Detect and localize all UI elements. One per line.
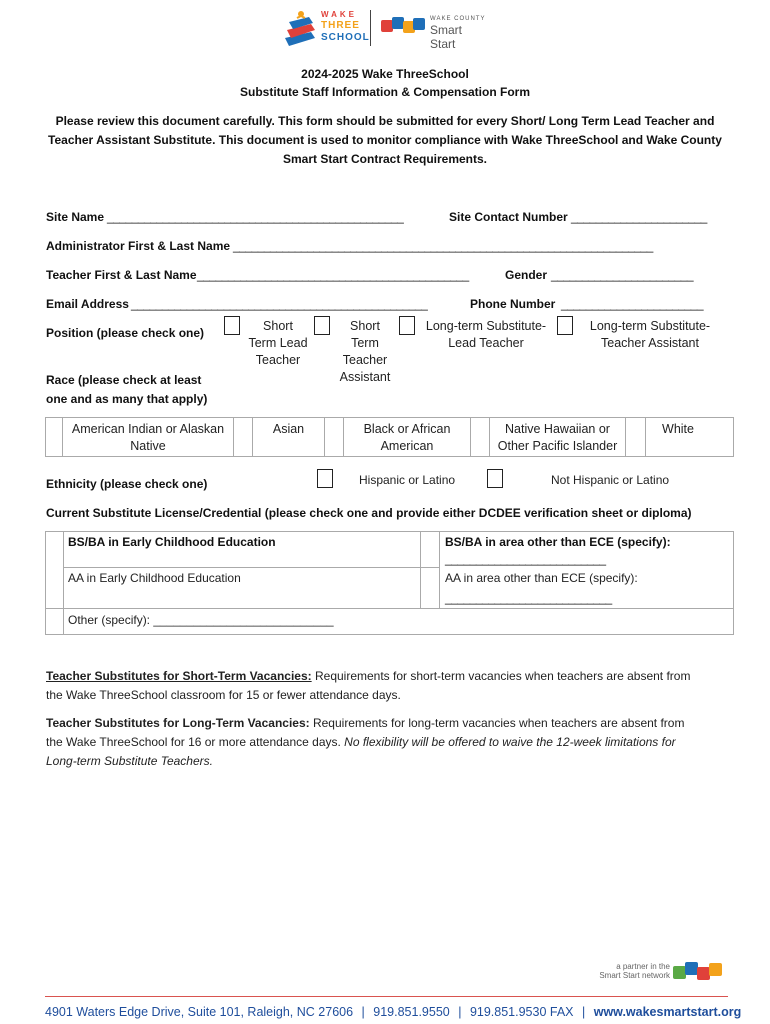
- position-option-long-term-lead: Long-term Substitute- Lead Teacher: [425, 319, 547, 350]
- footer-website[interactable]: www.wakesmartstart.org: [593, 1005, 742, 1019]
- footer-separator-2: |: [458, 1005, 462, 1019]
- gender-field[interactable]: _______________________: [551, 268, 693, 282]
- long-term-heading: Teacher Substitutes for Long-Term Vacancies:: [46, 716, 310, 730]
- intro-line-1: Please review this document carefully. This form should be submitted for every Short/ Long Term Lead Teacher and: [55, 114, 715, 128]
- logo-word-wake: WAKE: [321, 10, 357, 19]
- partner-text-line-2: Smart Start network: [599, 971, 670, 980]
- short-term-text-2: the Wake ThreeSchool classroom for 15 or fewer attendance days.: [46, 688, 401, 702]
- position-checkbox-short-term-lead[interactable]: [224, 316, 240, 335]
- teacher-name-label: Teacher First & Last Name: [46, 268, 197, 282]
- race-option-native-hawaiian: Native Hawaiian or Other Pacific Islander: [497, 422, 618, 453]
- wake-threeschool-logo: [283, 8, 370, 50]
- gender-label: Gender: [505, 268, 548, 282]
- race-checkbox-black[interactable]: [325, 418, 343, 456]
- license-option-bs-other: BS/BA in area other than ECE (specify):: [445, 535, 671, 549]
- license-checkbox-aa-other[interactable]: [421, 568, 439, 608]
- race-option-black: Black or African American: [363, 422, 451, 453]
- position-option-short-term-assistant: Short Term Teacher Assistant: [339, 319, 391, 384]
- license-heading: Current Substitute License/Credential (please check one and provide either DCDEE verification sheet or diploma): [46, 506, 692, 520]
- long-term-text-2: the Wake ThreeSchool for 16 or more attendance days.: [46, 735, 345, 749]
- position-option-long-term-assistant: Long-term Substitute- Teacher Assistant: [589, 319, 711, 350]
- logo-smart-start: Smart Start: [430, 23, 463, 51]
- site-contact-label: Site Contact Number: [449, 210, 568, 224]
- footer-phone: 919.851.9550: [373, 1005, 450, 1019]
- intro-line-2: Teacher Assistant Substitute. This document is used to monitor compliance with Wake ThreeSchool and Wake County: [48, 133, 722, 147]
- long-term-italic-1: No flexibility will be offered to waive the 12-week limitations for: [344, 735, 676, 749]
- footer: [45, 1005, 742, 1019]
- race-option-asian: Asian: [272, 422, 305, 436]
- position-option-short-term-lead: Short Term Lead Teacher: [248, 319, 308, 367]
- partner-blocks-icon: [672, 960, 732, 984]
- ethnicity-label: Ethnicity (please check one): [46, 477, 208, 491]
- footer-separator-3: |: [582, 1005, 586, 1019]
- logo-word-school: SCHOOL: [321, 32, 370, 43]
- position-checkbox-long-term-assistant[interactable]: [557, 316, 573, 335]
- logo-word-three: THREE: [321, 20, 360, 31]
- ethnicity-option-hispanic: Hispanic or Latino: [359, 473, 456, 487]
- race-checkbox-white[interactable]: [626, 418, 645, 456]
- ethnicity-checkbox-not-hispanic[interactable]: [487, 469, 503, 488]
- smart-start-logo: [380, 14, 490, 51]
- email-field[interactable]: ________________________________________________: [131, 297, 428, 311]
- logo-divider: [370, 10, 371, 46]
- teacher-name-field[interactable]: ____________________________________________: [197, 268, 469, 282]
- title-line-1: 2024-2025 Wake ThreeSchool: [301, 67, 469, 81]
- site-contact-field[interactable]: ______________________: [571, 210, 707, 224]
- site-name-label: Site Name: [46, 210, 105, 224]
- race-checkbox-native-hawaiian[interactable]: [471, 418, 489, 456]
- position-checkbox-short-term-assistant[interactable]: [314, 316, 330, 335]
- footer-fax: 919.851.9530 FAX: [469, 1005, 574, 1019]
- admin-name-field[interactable]: ____________________________________________________________________: [233, 239, 653, 253]
- license-option-other[interactable]: Other (specify): ___________________________: [68, 613, 334, 627]
- site-name-field[interactable]: ________________________________________________: [107, 210, 404, 224]
- smart-start-blocks-icon: [380, 14, 426, 38]
- partner-logo: [586, 960, 736, 986]
- license-bs-other-field[interactable]: __________________________: [445, 552, 606, 566]
- phone-label: Phone Number: [470, 297, 556, 311]
- ethnicity-option-not-hispanic: Not Hispanic or Latino: [551, 473, 670, 487]
- race-option-white: White: [662, 422, 694, 436]
- short-term-text-1: Requirements for short-term vacancies when teachers are absent from: [311, 669, 691, 683]
- footer-address: 4901 Waters Edge Drive, Suite 101, Raleigh, NC 27606: [45, 1005, 354, 1019]
- email-label: Email Address: [46, 297, 129, 311]
- race-label-line-2: one and as many that apply): [46, 392, 208, 406]
- license-checkbox-other[interactable]: [46, 609, 63, 634]
- race-label-line-1: Race (please check at least: [46, 373, 202, 387]
- intro-line-3: Smart Start Contract Requirements.: [282, 152, 488, 166]
- license-checkbox-bs-other[interactable]: [421, 532, 439, 567]
- stacked-books-icon: [283, 8, 319, 50]
- license-option-bs-ece: BS/BA in Early Childhood Education: [68, 535, 276, 549]
- license-option-aa-other: AA in area other than ECE (specify):: [445, 571, 638, 585]
- long-term-text-1: Requirements for long-term vacancies when teachers are absent from: [309, 716, 685, 730]
- long-term-requirements: [46, 714, 736, 771]
- race-option-american-indian: American Indian or Alaskan Native: [71, 422, 225, 453]
- short-term-requirements: [46, 667, 736, 705]
- race-checkbox-asian[interactable]: [234, 418, 252, 456]
- short-term-heading: Teacher Substitutes for Short-Term Vacancies:: [46, 669, 312, 683]
- footer-separator-1: |: [361, 1005, 365, 1019]
- long-term-italic-2: Long-term Substitute Teachers.: [46, 754, 213, 768]
- partner-text-line-1: a partner in the: [616, 962, 670, 971]
- phone-field[interactable]: _______________________: [561, 297, 703, 311]
- license-option-aa-ece: AA in Early Childhood Education: [68, 571, 241, 585]
- position-checkbox-long-term-lead[interactable]: [399, 316, 415, 335]
- license-checkbox-bs-ece[interactable]: [46, 532, 63, 567]
- race-checkbox-american-indian[interactable]: [46, 418, 62, 456]
- title-line-2: Substitute Staff Information & Compensation Form: [240, 85, 530, 99]
- license-aa-other-field[interactable]: ___________________________: [445, 591, 612, 605]
- admin-name-label: Administrator First & Last Name: [46, 239, 231, 253]
- footer-rule: [45, 996, 728, 997]
- logo-wake-county: WAKE COUNTY: [430, 16, 486, 22]
- ethnicity-checkbox-hispanic[interactable]: [317, 469, 333, 488]
- position-label: Position (please check one): [46, 326, 205, 340]
